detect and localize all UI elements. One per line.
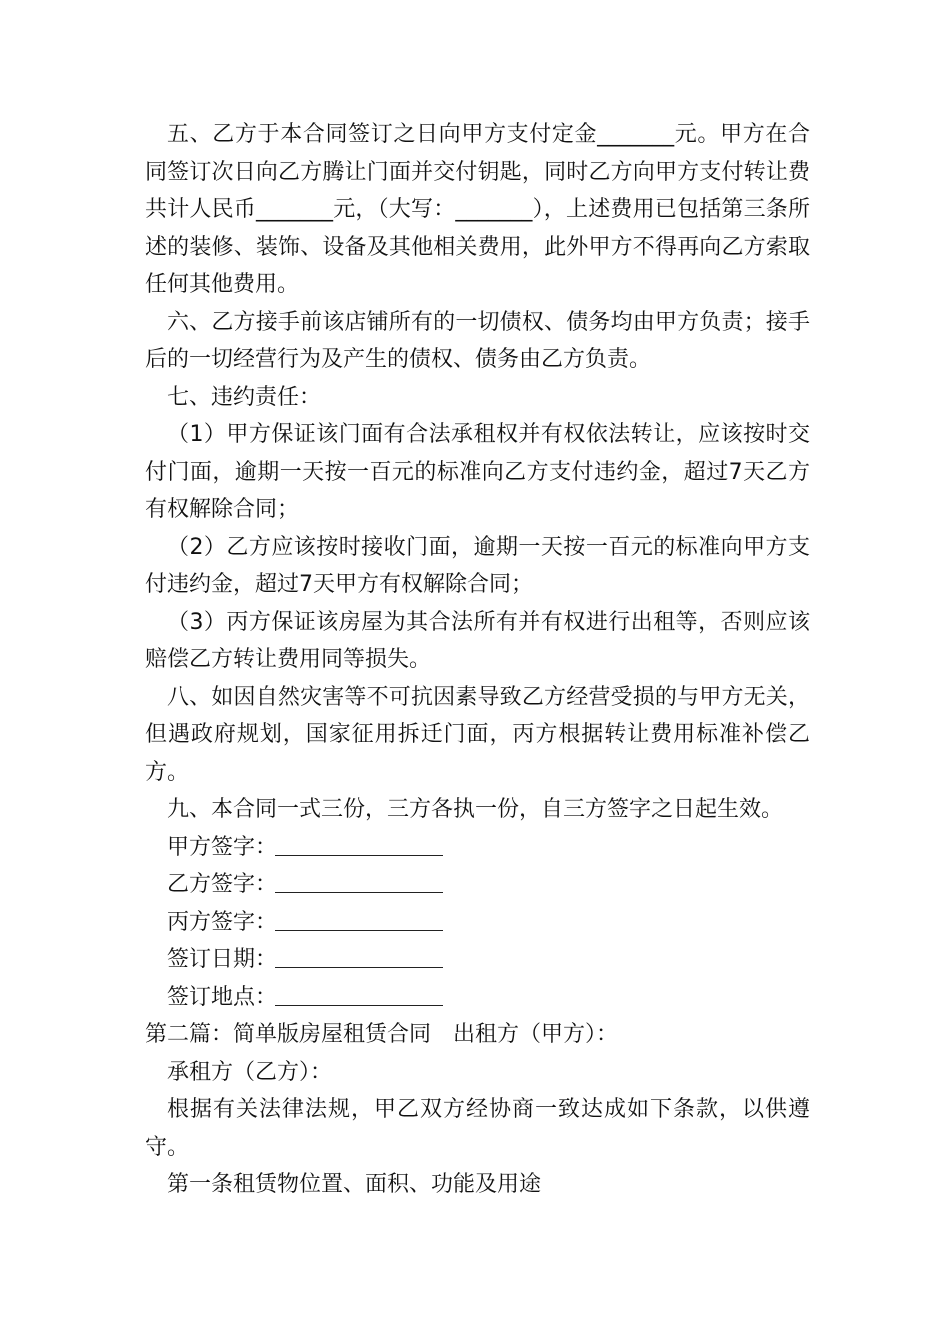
signature-place-line: [275, 1005, 443, 1006]
signature-date-line: [275, 967, 443, 968]
signature-place: [145, 979, 810, 1017]
section-2-intro: 根据有关法律法规，甲乙双方经协商一致达成如下条款，以供遵守。: [145, 1097, 810, 1160]
section-2-article-1: 第一条租赁物位置、面积、功能及用途: [167, 1172, 542, 1197]
signature-party-a-label: 甲方签字：: [167, 834, 278, 860]
section-2-heading: 第二篇：简单版房屋租赁合同: [145, 1022, 432, 1047]
signature-party-a-line: [275, 855, 443, 856]
clause-7-3: （3）丙方保证该房屋为其合法所有并有权进行出租等，否则应该赔偿乙方转让费用同等损失。: [145, 609, 810, 672]
signature-party-a: [145, 829, 810, 867]
signature-place-label: 签订地点：: [167, 984, 278, 1010]
clause-7-1: （1）甲方保证该门面有合法承租权并有权依法转让，应该按时交付门面，逾期一天按一百元的标准向乙方支付违约金，超过7天乙方有权解除合同；: [145, 422, 810, 522]
clause-7-heading: 七、违约责任：: [167, 384, 322, 410]
section-2-lessor: 出租方（甲方）：: [453, 1022, 619, 1047]
signature-party-c: [145, 904, 810, 942]
signature-party-c-line: [275, 930, 443, 931]
document-body: [145, 116, 810, 1204]
signature-date: [145, 941, 810, 979]
signature-party-b-line: [275, 892, 443, 893]
clause-7-2: （2）乙方应该按时接收门面，逾期一天按一百元的标准向甲方支付违约金，超过7天甲方有权解除合同；: [145, 534, 810, 597]
clause-6: 六、乙方接手前该店铺所有的一切债权、债务均由甲方负责；接手后的一切经营行为及产生的债权、债务由乙方负责。: [145, 309, 810, 372]
signature-party-b: [145, 866, 810, 904]
signature-party-c-label: 丙方签字：: [167, 909, 278, 935]
clause-9: 九、本合同一式三份，三方各执一份，自三方签字之日起生效。: [167, 797, 784, 822]
clause-8: 八、如因自然灾害等不可抗因素导致乙方经营受损的与甲方无关，但遇政府规划，国家征用拆迁门面，丙方根据转让费用标准补偿乙方。: [145, 684, 810, 785]
signature-date-label: 签订日期：: [167, 947, 278, 972]
signature-party-b-label: 乙方签字：: [167, 872, 278, 897]
clause-5: 五、乙方于本合同签订之日向甲方支付定金_______元。甲方在合同签订次日向乙方腾让门面并交付钥匙，同时乙方向甲方支付转让费共计人民币_______元，（大写：_______），上述费用已包括第三条所述的装修、装饰、设备及其他相关费用，此外甲方不得再向乙方索取任何其他费用。: [145, 122, 810, 297]
section-2-lessee: 承租方（乙方）：: [167, 1059, 333, 1085]
section-2-heading-line: [145, 1016, 810, 1054]
